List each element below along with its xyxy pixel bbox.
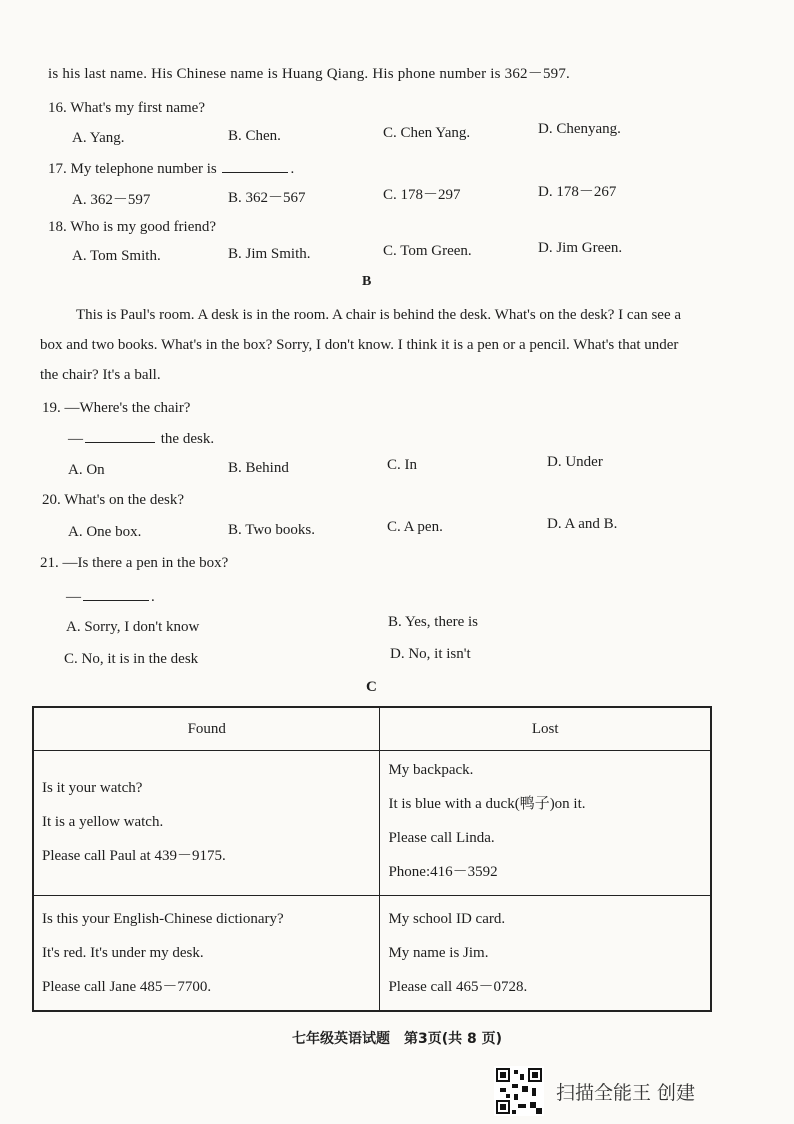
question-stem: —Where's the chair? — [64, 400, 191, 416]
found-line: Please call Jane 485－7700. — [42, 979, 212, 995]
found-cell — [33, 751, 380, 896]
lost-line: Phone:416－3592 — [388, 864, 498, 880]
question-number: 21. — [40, 555, 59, 571]
option-b: B. 362－567 — [228, 190, 306, 206]
answer-blank — [85, 430, 155, 443]
table-header-row — [33, 707, 711, 751]
intro-line: is his last name. His Chinese name is Huang Qiang. His phone number is 362－597. — [48, 66, 570, 82]
lost-line: Please call 465－0728. — [388, 979, 528, 995]
found-line: Is it your watch? — [42, 780, 143, 796]
option-b: B. Behind — [228, 460, 289, 476]
question-number: 16. — [48, 100, 67, 116]
lost-cell — [380, 751, 711, 896]
question-stem-end: . — [290, 161, 295, 177]
option-c: C. In — [387, 457, 417, 473]
option-d: D. No, it isn't — [390, 646, 471, 662]
option-a: A. On — [68, 462, 105, 478]
question-17 — [48, 160, 294, 178]
option-a: A. One box. — [68, 524, 142, 540]
lost-line: My school ID card. — [388, 911, 506, 927]
option-c: C. Tom Green. — [383, 243, 472, 259]
lost-cell — [380, 896, 711, 1012]
answer-line-21 — [66, 588, 155, 606]
table-row — [33, 751, 711, 896]
option-c: C. 178－297 — [383, 187, 461, 203]
found-cell — [33, 896, 380, 1012]
lost-line: It is blue with a duck(鸭子)on it. — [388, 796, 586, 812]
question-stem: —Is there a pen in the box? — [62, 555, 229, 571]
option-d: D. Under — [547, 454, 603, 470]
page-footer: 七年级英语试题 第3页(共 8 页) — [291, 1031, 503, 1047]
dash: — — [66, 589, 81, 605]
found-line: Is this your English-Chinese dictionary? — [42, 911, 284, 927]
question-21 — [40, 555, 228, 572]
lost-line: Please call Linda. — [388, 830, 495, 846]
option-b: B. Yes, there is — [388, 614, 479, 630]
option-c: C. Chen Yang. — [383, 125, 471, 141]
option-a: A. 362－597 — [72, 192, 151, 208]
option-b: B. Chen. — [228, 128, 281, 144]
question-18 — [48, 219, 216, 236]
question-number: 19. — [42, 400, 61, 416]
option-c: C. No, it is in the desk — [64, 651, 199, 667]
question-stem: My telephone number is — [70, 161, 217, 177]
option-d: D. Chenyang. — [538, 121, 621, 137]
option-a: A. Yang. — [72, 130, 125, 146]
question-number: 18. — [48, 219, 67, 235]
lost-found-table — [32, 706, 712, 1012]
found-line: It's red. It's under my desk. — [42, 945, 204, 961]
answer-line-19 — [68, 430, 214, 448]
answer-suffix: . — [151, 589, 155, 605]
question-20 — [42, 492, 184, 509]
found-line: It is a yellow watch. — [42, 814, 164, 830]
table-row — [33, 896, 711, 1012]
option-d: D. A and B. — [547, 516, 618, 532]
scanner-stamp: 扫描全能王 创建 — [556, 1082, 696, 1104]
section-b-heading: B — [362, 274, 372, 289]
answer-blank — [83, 588, 149, 601]
question-number: 17. — [48, 161, 67, 177]
header-found: Found — [33, 707, 380, 751]
answer-blank — [222, 160, 288, 173]
dash: — — [68, 431, 83, 447]
option-c: C. A pen. — [387, 519, 443, 535]
header-lost: Lost — [380, 707, 711, 751]
found-line: Please call Paul at 439－9175. — [42, 848, 226, 864]
lost-line: My backpack. — [388, 762, 474, 778]
answer-suffix: the desk. — [160, 431, 215, 447]
qr-code-icon — [494, 1066, 544, 1116]
question-number: 20. — [42, 492, 61, 508]
option-a: A. Tom Smith. — [72, 248, 161, 264]
option-d: D. 178－267 — [538, 184, 617, 200]
question-stem: What's my first name? — [70, 100, 205, 116]
section-b-passage: This is Paul's room. A desk is in the room. A chair is behind the desk. What's on the desk? I can see a box and two books. What's in the box? Sorry, I don't know. I think it is a pen or a pencil. What's that under the chair? It's a ball. — [40, 307, 682, 383]
section-c-heading: C — [366, 679, 377, 695]
question-19 — [42, 400, 190, 417]
option-b: B. Jim Smith. — [228, 246, 311, 262]
lost-line: My name is Jim. — [388, 945, 489, 961]
option-a: A. Sorry, I don't know — [66, 619, 200, 635]
question-stem: What's on the desk? — [64, 492, 184, 508]
option-b: B. Two books. — [228, 522, 316, 538]
option-d: D. Jim Green. — [538, 240, 623, 256]
question-16 — [48, 100, 205, 117]
question-stem: Who is my good friend? — [70, 219, 217, 235]
